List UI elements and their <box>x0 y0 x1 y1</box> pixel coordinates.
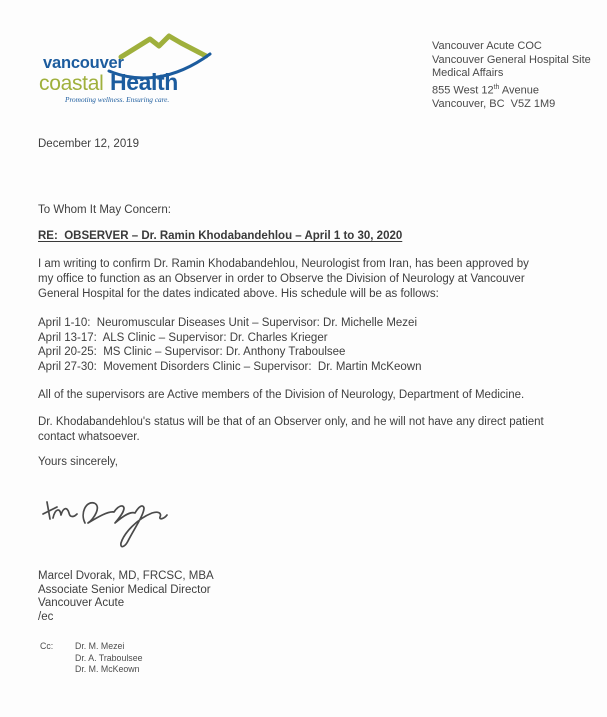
schedule-list <box>38 316 421 374</box>
address-line-street: 855 West 12th Avenue <box>432 83 539 97</box>
cc-name: Dr. A. Traboulsee <box>75 652 143 663</box>
letter-date: December 12, 2019 <box>38 138 140 150</box>
address-line: Vancouver General Hospital Site <box>432 53 591 66</box>
paragraph-supervisors: All of the supervisors are Active members of the Division of Neurology, Department of Medicine. <box>38 389 525 401</box>
paragraph-line: my office to function as an Observer in order to Observe the Division of Neurology at Vancouver <box>38 273 525 285</box>
logo-word-vancouver: vancouver <box>43 54 124 72</box>
signer-block <box>38 570 214 624</box>
signer-org: Vancouver Acute <box>38 597 125 610</box>
cc-name: Dr. M. Mezei <box>75 641 125 651</box>
vch-logo <box>33 26 225 110</box>
cc-name: Dr. M. McKeown <box>75 664 140 675</box>
schedule-item: April 20-25: MS Clinic – Supervisor: Dr. Anthony Traboulsee <box>38 346 346 359</box>
schedule-item: April 1-10: Neuromuscular Diseases Unit – Supervisor: Dr. Michelle Mezei <box>38 317 418 329</box>
subject-line: RE: OBSERVER – Dr. Ramin Khodabandehlou – April 1 to 30, 2020 <box>38 230 403 242</box>
closing: Yours sincerely, <box>38 456 118 468</box>
address-line-city: Vancouver, BC V5Z 1M9 <box>432 97 556 110</box>
paragraph-line: General Hospital for the dates indicated above. His schedule will be as follows: <box>38 288 439 300</box>
logo-word-coastal: coastal <box>39 72 104 95</box>
salutation: To Whom It May Concern: <box>38 204 171 216</box>
signature-icon <box>33 492 198 572</box>
cc-block <box>40 641 142 676</box>
mountain-icon <box>121 36 206 57</box>
paragraph-line: I am writing to confirm Dr. Ramin Khodabandehlou, Neurologist from Iran, has been approved by <box>38 258 529 270</box>
schedule-item: April 13-17: ALS Clinic – Supervisor: Dr. Charles Krieger <box>38 331 328 344</box>
signer-title: Associate Senior Medical Director <box>38 583 211 596</box>
signer-name: Marcel Dvorak, MD, FRCSC, MBA <box>38 570 214 582</box>
typist-initials: /ec <box>38 610 54 623</box>
cc-label: Cc: <box>40 641 54 651</box>
paragraph-line: contact whatsoever. <box>38 431 140 443</box>
cc-names <box>75 641 142 676</box>
logo-word-health: Health <box>110 69 178 95</box>
logo-tagline: Promoting wellness. Ensuring care. <box>65 95 170 104</box>
schedule-item: April 27-30: Movement Disorders Clinic – Supervisor: Dr. Martin McKeown <box>38 360 422 373</box>
address-line: Medical Affairs <box>432 67 504 79</box>
sender-address <box>432 40 591 111</box>
address-line: Vancouver Acute COC <box>432 40 542 52</box>
paragraph-line: Dr. Khodabandehlou's status will be that of an Observer only, and he will not have any direct patient <box>38 416 544 428</box>
paragraph-intro <box>38 257 586 302</box>
paragraph-status <box>38 415 586 445</box>
